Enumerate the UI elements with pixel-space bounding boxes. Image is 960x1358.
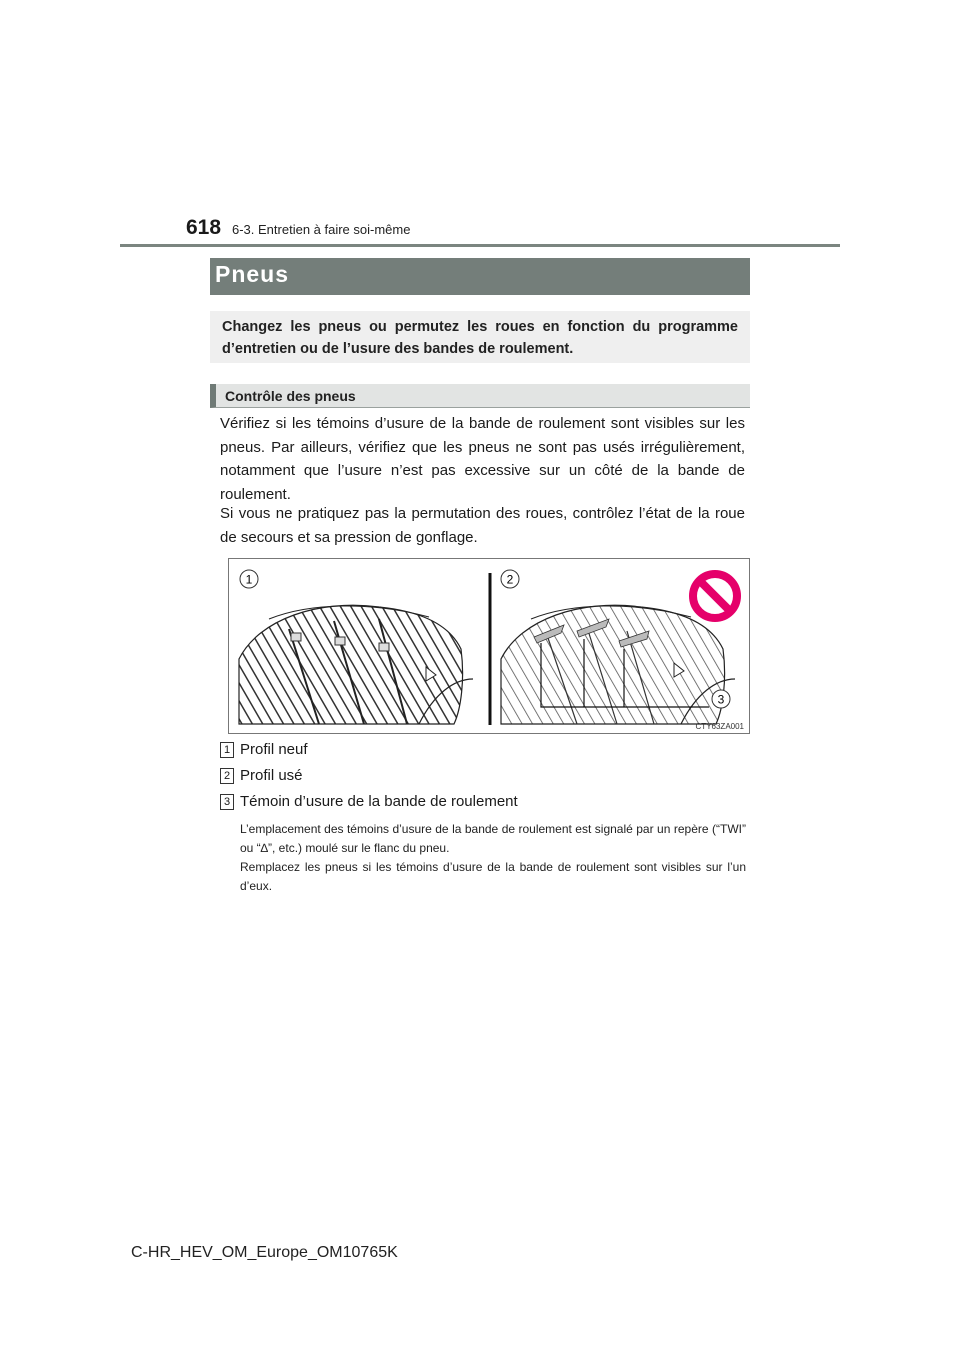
section-path: 6-3. Entretien à faire soi-même	[232, 222, 411, 237]
page-number: 618	[186, 216, 222, 239]
page-title: Pneus	[215, 261, 290, 287]
tire-figure	[228, 558, 750, 734]
number-3-icon: 3	[220, 794, 234, 810]
note-2: Remplacez les pneus si les témoins d’usure de la bande de roulement sont visibles sur l’un d’eux.	[240, 860, 746, 893]
figure-label-3	[712, 690, 730, 708]
body-paragraph-1: Vérifiez si les témoins d’usure de la bande de roulement sont visibles sur les pneus. Par ailleurs, vérifiez que les pneus ne sont pas usés irrégulièrement, notamment que l’usure n’est pas excessive sur un côté de la bande de roulement.	[220, 415, 745, 503]
tire-illustration	[229, 559, 749, 733]
figure-code: CTY63ZA001	[695, 722, 744, 731]
prohibition-icon	[693, 574, 737, 618]
body-paragraph-2: Si vous ne pratiquez pas la permutation des roues, contrôlez l’état de la roue de secours et sa pression de gonflage.	[220, 505, 745, 546]
subsection-header	[210, 384, 750, 408]
svg-text:3: 3	[717, 692, 725, 707]
number-2-icon: 2	[220, 768, 234, 784]
number-1-icon: 1	[220, 742, 234, 758]
legend-item-2	[220, 767, 303, 784]
legend-text-3: Témoin d’usure de la bande de roulement	[240, 793, 518, 810]
svg-text:1: 1	[245, 572, 253, 587]
tire-worn-tread	[501, 605, 735, 724]
intro-text: Changez les pneus ou permutez les roues en fonction du programme d’entretien ou de l’usure des bandes de roulement.	[222, 319, 738, 357]
note-1: L’emplacement des témoins d’usure de la bande de roulement est signalé par un repère (“TWI” ou “∆”, etc.) moulé sur le flanc du pneu.	[240, 822, 746, 855]
footer-doc-id: C-HR_HEV_OM_Europe_OM10765K	[131, 1244, 398, 1261]
legend-text-1: Profil neuf	[240, 741, 308, 758]
legend-item-1	[220, 741, 308, 758]
title-bar	[210, 258, 750, 295]
svg-text:2: 2	[506, 572, 514, 587]
figure-label-1	[240, 570, 258, 588]
figure-label-2	[501, 570, 519, 588]
subsection-title: Contrôle des pneus	[225, 388, 356, 404]
legend-item-3	[220, 793, 518, 810]
tire-new-tread	[239, 605, 473, 724]
header-rule	[120, 244, 840, 247]
legend-text-2: Profil usé	[240, 767, 303, 784]
intro-box	[210, 311, 750, 363]
